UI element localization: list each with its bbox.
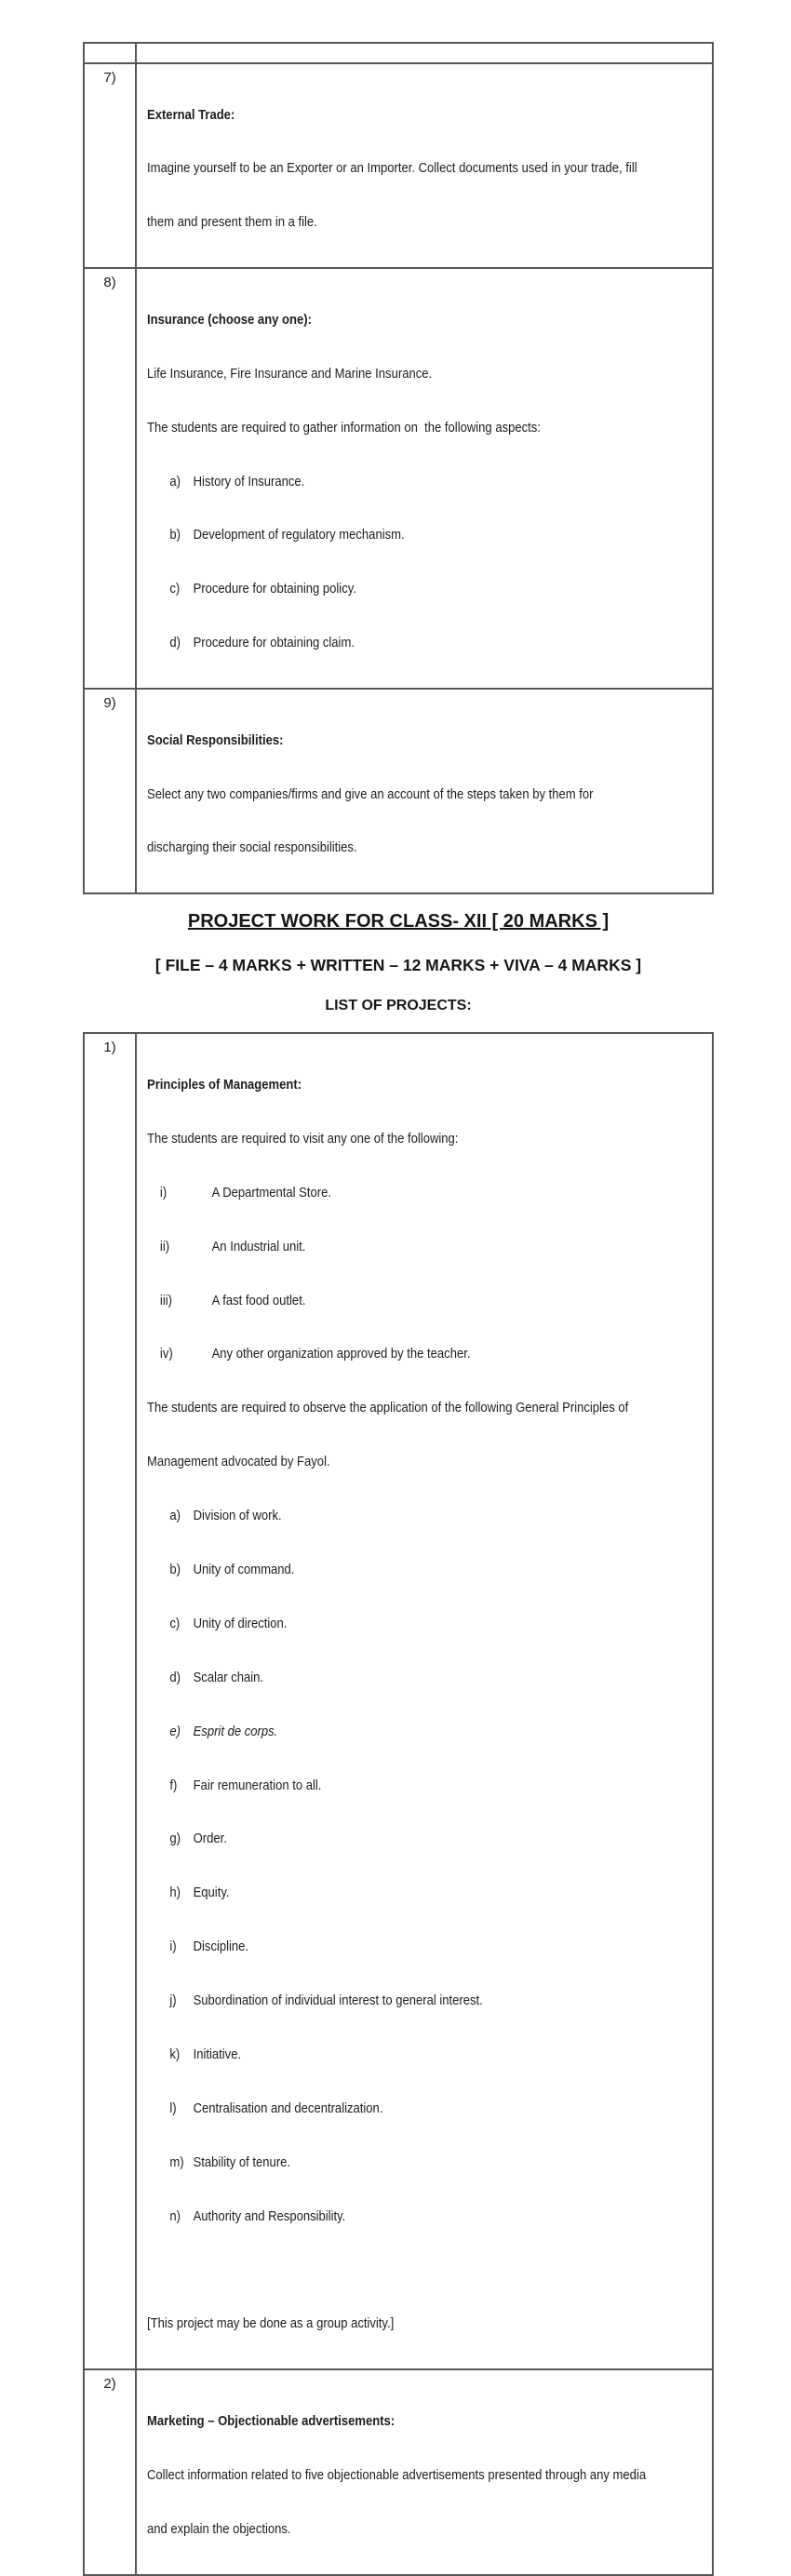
project-table-upper: [83, 42, 714, 894]
list-marker: d): [169, 635, 181, 651]
list-item: [147, 634, 706, 651]
row-number: 9): [85, 690, 137, 892]
list-text: An Industrial unit.: [211, 1238, 306, 1254]
row-content-cell: [137, 64, 716, 267]
row-content-cell: [137, 44, 712, 62]
list-text: Esprit de corps.: [193, 1723, 278, 1739]
item-title: External Trade:: [147, 106, 235, 123]
table-row-empty: [85, 44, 712, 62]
row-content-cell: [137, 1034, 712, 2368]
document-page: [0, 42, 791, 2576]
list-item: [147, 473, 706, 490]
list-marker: f): [169, 1777, 178, 1793]
list-marker: j): [169, 1992, 177, 2009]
item-text-line: Imagine yourself to be an Exporter or an Importer. Collect documents used in your trade, fill: [147, 160, 637, 177]
list-item: [147, 526, 706, 543]
item-title: Insurance (choose any one):: [147, 311, 312, 328]
list-item: [147, 1238, 706, 1255]
list-text: Authority and Responsibility.: [193, 2207, 346, 2224]
list-marker: g): [169, 1831, 181, 1847]
list-text: Order.: [193, 1831, 227, 1847]
table-row-principles-of-management: [85, 1034, 712, 2368]
list-item: [147, 580, 706, 597]
row-number: 7): [85, 64, 137, 267]
item-text-line: Select any two companies/firms and give an account of the steps taken by them for: [147, 785, 594, 802]
list-marker: b): [169, 527, 181, 543]
list-text: History of Insurance.: [193, 473, 305, 490]
list-marker: c): [169, 1615, 181, 1631]
project-table-class-xii: [83, 1032, 714, 2575]
row-number: 8): [85, 269, 137, 688]
list-item: [147, 1345, 706, 1362]
list-marker: i): [169, 1939, 177, 1955]
list-text: Procedure for obtaining claim.: [193, 635, 355, 651]
list-item: [147, 1292, 706, 1309]
list-marker: a): [169, 473, 181, 490]
list-text: Centralisation and decentralization.: [193, 2100, 383, 2116]
list-text: Development of regulatory mechanism.: [193, 527, 405, 543]
list-text: Unity of command.: [193, 1561, 295, 1577]
row-content-cell: [137, 269, 712, 688]
list-text: Unity of direction.: [193, 1615, 288, 1631]
list-text: A fast food outlet.: [211, 1292, 306, 1308]
list-item: [147, 1184, 706, 1201]
list-text: A Departmental Store.: [211, 1184, 331, 1201]
heading-marks-breakdown: [ FILE – 4 MARKS + WRITTEN – 12 MARKS + VIVA – 4 MARKS ]: [154, 956, 642, 975]
table-row-marketing-advertisements: [85, 2368, 712, 2573]
list-item: [147, 1561, 706, 1578]
row-content-cell: [137, 2370, 726, 2573]
item-text-line: The students are required to gather information on the following aspects:: [147, 419, 541, 436]
item-text-line: Life Insurance, Fire Insurance and Marine Insurance.: [147, 365, 433, 382]
list-item: [147, 1615, 706, 1632]
list-item: [147, 2153, 706, 2171]
list-marker: ii): [159, 1238, 170, 1254]
list-text: Procedure for obtaining policy.: [193, 581, 356, 597]
list-marker: l): [169, 2100, 177, 2116]
list-text: Division of work.: [193, 1508, 282, 1524]
item-text-line: them and present them in a file.: [147, 214, 317, 231]
table-row-external-trade: [85, 62, 712, 267]
heading-project-work: PROJECT WORK FOR CLASS- XII [ 20 MARKS ]: [187, 911, 610, 932]
list-item: [147, 1830, 706, 1847]
list-text: Initiative.: [193, 2046, 242, 2062]
item-text-line: The students are required to visit any one of the following:: [147, 1130, 459, 1147]
item-title: Social Responsibilities:: [147, 731, 284, 748]
list-marker: iv): [159, 1346, 173, 1362]
list-marker: a): [169, 1508, 181, 1524]
list-marker: i): [159, 1184, 168, 1201]
list-marker: d): [169, 1669, 181, 1685]
list-text: Equity.: [193, 1885, 230, 1901]
list-item: [147, 1884, 706, 1901]
item-text-line: Management advocated by Fayol.: [147, 1454, 330, 1470]
item-text-line: and explain the objections.: [147, 2520, 291, 2537]
row-content-cell: [137, 690, 712, 892]
list-text: Stability of tenure.: [193, 2153, 291, 2170]
list-marker: c): [169, 581, 181, 597]
list-marker: h): [169, 1885, 181, 1901]
list-item: [147, 2100, 706, 2117]
item-text-line: discharging their social responsibilities.: [147, 839, 357, 856]
list-marker: k): [169, 2046, 181, 2062]
list-text: Discipline.: [193, 1939, 249, 1955]
row-number: 2): [85, 2370, 137, 2573]
list-item: [147, 1507, 706, 1524]
list-text: Scalar chain.: [193, 1669, 264, 1685]
list-marker: e): [169, 1723, 181, 1739]
list-item: [147, 1938, 706, 1955]
list-item: [147, 1777, 706, 1794]
list-text: Any other organization approved by the teacher.: [211, 1346, 471, 1362]
item-text-line: Collect information related to five objectionable advertisements presented through any media: [147, 2466, 647, 2483]
table-row-insurance: [85, 267, 712, 688]
list-item: [147, 1992, 706, 2009]
row-number-cell: [85, 44, 137, 62]
list-item: [147, 1723, 706, 1740]
row-number: 1): [85, 1034, 137, 2368]
list-item: [147, 1669, 706, 1686]
list-item: [147, 2207, 706, 2225]
headings-section: [83, 910, 714, 1015]
list-marker: iii): [159, 1292, 172, 1308]
table-row-social-responsibilities: [85, 688, 712, 892]
list-marker: b): [169, 1561, 181, 1577]
heading-list-of-projects: LIST OF PROJECTS:: [325, 998, 472, 1014]
item-title: Principles of Management:: [147, 1076, 302, 1093]
item-text-line: The students are required to observe the application of the following General Principles of: [147, 1400, 629, 1416]
list-marker: n): [169, 2207, 181, 2224]
item-title: Marketing – Objectionable advertisements:: [147, 2412, 396, 2429]
list-text: Subordination of individual interest to general interest.: [193, 1992, 483, 2009]
list-text: Fair remuneration to all.: [193, 1777, 322, 1793]
list-marker: m): [169, 2153, 184, 2170]
blank-line: [147, 2261, 706, 2279]
list-item: [147, 2046, 706, 2063]
group-activity-note: [This project may be done as a group activity.]: [147, 2315, 395, 2332]
